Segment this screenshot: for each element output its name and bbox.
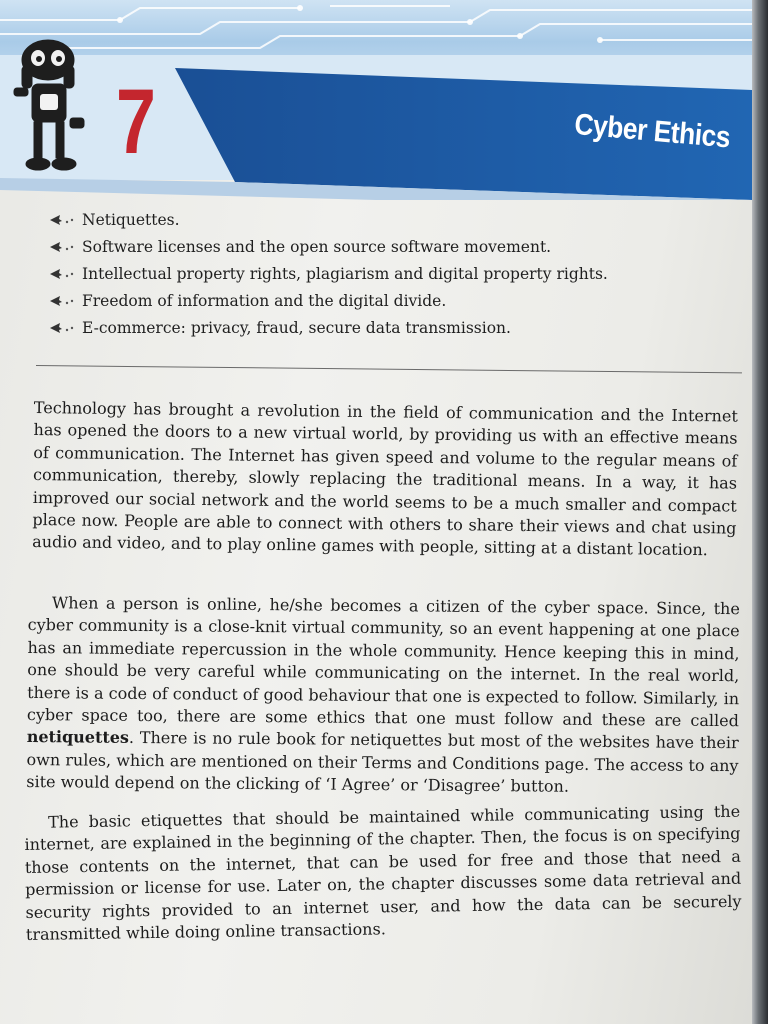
netiquettes-term: netiquettes xyxy=(26,727,130,748)
mouse-pointer-bullet-icon xyxy=(48,294,78,308)
topic-item xyxy=(48,206,608,233)
body-paragraph-2 xyxy=(26,592,740,800)
topic-text: Netiquettes. xyxy=(82,210,180,229)
section-divider xyxy=(36,365,742,373)
topic-item xyxy=(48,260,608,287)
topic-text: Freedom of information and the digital divide. xyxy=(82,291,447,310)
topic-text: Software licenses and the open source software movement. xyxy=(82,237,552,256)
chapter-title: Cyber Ethics xyxy=(573,108,732,155)
mouse-pointer-bullet-icon xyxy=(48,213,78,227)
body-paragraph-3: The basic etiquettes that should be maintained while communicating using the internet, are explained in the beginning of the chapter. Then, the focus is on specifying those contents on the internet, that can be used for free and those that need a permission or license for use. Later on, the chapter discusses some data retrieval and security rights provided to an internet user, and how the data can be securely transmitted while doing online transactions. xyxy=(24,801,742,945)
topic-item xyxy=(48,233,608,260)
mouse-pointer-bullet-icon xyxy=(48,321,78,335)
topic-text: Intellectual property rights, plagiarism and digital property rights. xyxy=(82,264,608,283)
robot-mascot-icon xyxy=(8,36,94,182)
mouse-pointer-bullet-icon xyxy=(48,267,78,281)
topic-item xyxy=(48,287,608,314)
chapter-number: 7 xyxy=(116,71,156,173)
paragraph-text: . There is no rule book for netiquettes but most of the websites have their own rules, which are mentioned on their Terms and Conditions page. The access to any site would depend on the clicking of ‘I Agree’ or ‘Disagree’ button. xyxy=(26,728,739,796)
topic-item xyxy=(48,314,608,341)
book-spine xyxy=(752,0,768,1024)
chapter-topics-list xyxy=(48,206,608,341)
mouse-pointer-bullet-icon xyxy=(48,240,78,254)
topic-text: E-commerce: privacy, fraud, secure data transmission. xyxy=(82,318,511,337)
body-paragraph-1: Technology has brought a revolution in the field of communication and the Internet has opened the doors to a new virtual world, by providing us with an effective means of communication. The Internet has given speed and volume to the regular means of communication, thereby, slowly replacing the traditional means. In a way, it has improved our social network and the world seems to be a much smaller and compact place now. People are able to connect with others to share their views and chat using audio and video, and to play online games with people, sitting at a distant location. xyxy=(32,397,738,560)
paragraph-text: When a person is online, he/she becomes a citizen of the cyber space. Since, the cyber community is a close-knit virtual community, so an event happening at one place has an immediate repercussion in the whole community. Hence keeping this in mind, one should be very careful while communicating on the internet. In the real world, there is a code of conduct of good behaviour that one is expected to follow. Similarly, in cyber space too, there are some ethics that one must follow and these are called xyxy=(26,593,740,731)
